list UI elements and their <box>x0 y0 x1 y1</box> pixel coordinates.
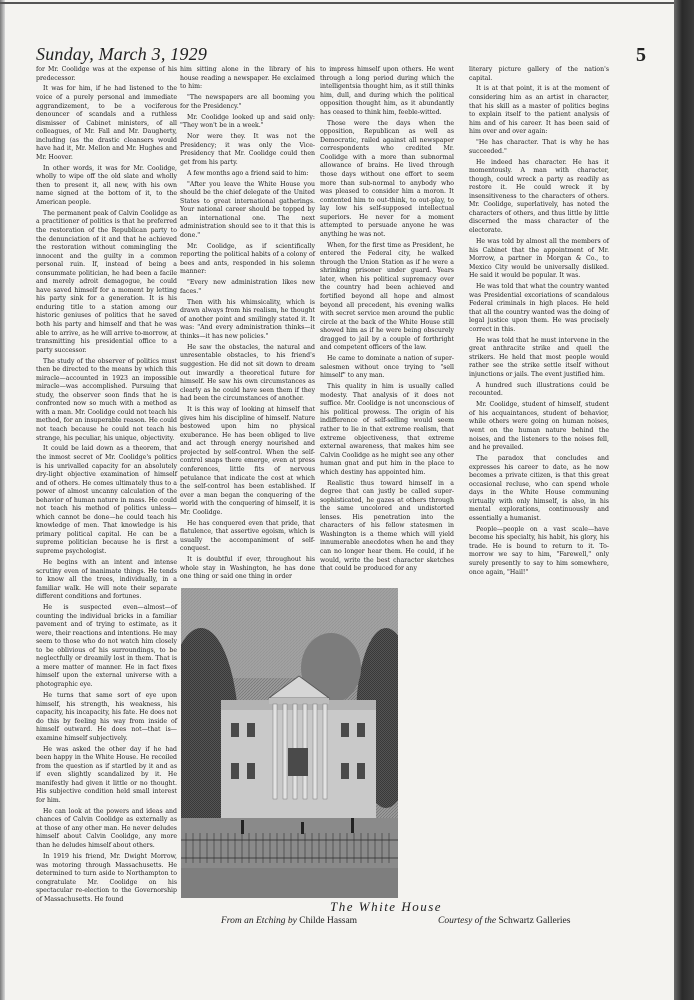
paragraph: In 1919 his friend, Mr. Dwight Morrow, was motoring through Massachusetts. He determined to turn aside to Northampton to congratulate Mr. Coolidge on his spectacular re-election to the Governorship of Massachusetts. He found <box>36 852 177 903</box>
paragraph: When, for the first time as President, he entered the Federal city, he walked through the Union Station as if he were a shrinking prisoner under guard. Years later, when his political supremacy over the country had been achieved and fortified beyond all hope and almost beyond all precedent, his evening walks with secret service men around the public circle at the back of the White House still showed him as if he were being obscurely dragged to jail by a couple of forthright and competent officers of the law. <box>320 241 454 352</box>
page-left-edge <box>0 0 5 1000</box>
paragraph: He came to dominate a nation of super-salesmen without once trying to "sell himself" to any man. <box>320 355 454 380</box>
page-right-edge <box>674 0 694 1000</box>
paragraph: The study of the observer of politics must then be directed to the means by which this miracle—accounted in 1923 an impossible miracle—was accomplished. Pursuing that study, the observer soon finds that he is confronted now so much with a method as with a man. Mr. Coolidge could not teach his method, for an insuperable reason. He could not teach because he could not teach his strange, his peculiar, his unique, objectivity. <box>36 357 177 442</box>
paragraph: Mr. Coolidge looked up and said only: "They won't be in a week." <box>180 113 315 130</box>
illustration-credit-courtesy <box>438 916 570 926</box>
credit-artist-prefix: From an Etching by <box>221 916 297 926</box>
paragraph: "After you leave the White House you should be the chief delegate of the United States to great international gatherings. Your national career should be topped by an international one. The next administration should see to it that this is done." <box>180 180 315 239</box>
etching-drawing <box>181 588 398 898</box>
paragraph: for Mr. Coolidge was at the expense of his predecessor. <box>36 66 177 82</box>
top-rule <box>0 2 674 4</box>
paragraph: "He has character. That is why he has succeeded." <box>469 139 609 155</box>
paragraph: Nor were they. It was not the Presidency; it was only the Vice-Presidency that Mr. Coolidge could then get from his party. <box>180 133 315 166</box>
paragraph: He was told that what the country wanted was Presidential excoriations of scandalous Federal criminals in high places. He held that all the country wanted was the doing of legal justice upon them. He was precisely correct in this. <box>469 283 609 333</box>
paragraph: He indeed has character. He has it momentously. A man with character, though, could wreck a party as readily as restore it. He could wreck it by insensitiveness to the characters of others. Mr. Coolidge, superlatively, has noted the characters of others, and thus little by little discerned the mass character of the electorate. <box>469 158 609 235</box>
white-house-etching <box>181 588 398 898</box>
paragraph: It is doubtful if ever, throughout his whole stay in Washington, he has done one thing or said one thing in order <box>180 556 315 581</box>
page-date: Sunday, March 3, 1929 <box>36 44 208 64</box>
page-number: 5 <box>636 44 646 66</box>
paragraph: Realistic thus toward himself in a degree that can justly be called super-sophisticated, he gazes at others through the same uncolored and undistorted lenses. His penetration into the characters of his fellow statesmen in Washington is a theme which will yield innumerable anecdotes when he and they can no longer hear them. He could, if he would, write the best character sketches that could be produced for any <box>320 479 454 573</box>
credit-artist-name: Childe Hassam <box>299 916 358 926</box>
paragraph: A few months ago a friend said to him: <box>187 169 309 177</box>
paragraph: to impress himself upon others. He went through a long period during which the intelligentsia thought him, as it still thinks him, dull, and during which the political opposition thought him, as it abundantly has ceased to think him, feeble-witted. <box>320 66 454 116</box>
paragraph: It could be laid down as a theorem, that the inmost secret of Mr. Coolidge's politics is his unrivalled capacity for an absolutely dry-light objective examination of himself and of others. He comes ultimately thus to a power of almost uncanny calculation of the behavior of human nature in mass. He could not teach his method of politics unless—which cannot be done—he could teach his knowledge of men. That knowledge is his primary political capital. He can be a supreme politician because he is first a supreme psychologist. <box>36 445 177 556</box>
paragraph: him sitting alone in the library of his house reading a newspaper. He exclaimed to him: <box>180 66 315 91</box>
paragraph: It is this way of looking at himself that gives him his discipline of himself. Nature bestowed upon him no physical exuberance. He has been obliged to live and act through energy nourished and projected by self-control. When the self-control snaps there emerge, even at press conferences, little fits of nervous petulance that indicate the cost at which the self-control has been established. If ever a man began the conquering of the world with the conquering of himself, it is Mr. Coolidge. <box>180 406 315 516</box>
paragraph: "The newspapers are all booming you for the Presidency." <box>180 94 315 110</box>
paragraph: He has conquered even that pride, that flatulence, that assertive egoism, which is usually the accompaniment of self-conquest. <box>180 519 315 553</box>
paragraph: Mr. Coolidge, student of himself, student of his acquaintances, student of behavior, while others were going on human noises, went on the human nature behind the noises, and the listeners to the noises fell, and he prevailed. <box>469 401 609 452</box>
credit-courtesy-name: Schwartz Galleries <box>498 916 571 926</box>
paragraph: Then with his whimsicality, which is drawn always from his realism, he thought of another point and smilingly stated it. It was: "And every administration thinks—it thinks—it has new policies." <box>180 298 315 340</box>
paragraph: Mr. Coolidge, as if scientifically reporting the political habits of a colony of bees and ants, responded in his solemn manner: <box>180 242 315 276</box>
illustration-credit-artist <box>221 916 357 926</box>
paragraph: It is at that point, it is at the moment of considering him as an artist in character, that his skill as a master of politics begins to explain itself to the patient analysis of him and of his career. It has been said of him over and over again: <box>469 85 609 136</box>
paragraph: This quality in him is usually called modesty. That analysis of it does not suffice. Mr. Coolidge is not unconscious of his political prowess. The origin of his indifference of self-selling would seem rather to lie in that extreme realism, that extreme objectiveness, that extreme external awareness, that makes him see Calvin Coolidge as he might see any other human gnat and put him in the place to which destiny has appointed him. <box>320 383 454 476</box>
article-column-4 <box>469 66 609 586</box>
paragraph: Those were the days when the opposition, Republican as well as Democratic, railed against all newspaper correspondents who credited Mr. Coolidge with a more than subnormal allowance of brains. He lived through those days without one effort to seem more than sub-normal to anybody who was pleased to consider him a moron. It contented him to out-think, to out-play, to lay low his self-supposed intellectual superiors. He never for a moment attempted to persuade anyone he was anything he was not. <box>320 119 454 238</box>
paragraph: People—people on a vast scale—have become his specialty, his habit, his glory, his trade. He is bound to return to it. To-morrow we say to him, "Farewell," only surely presently to say to him somewhere, once again, "Hail!" <box>469 525 609 576</box>
credit-courtesy-prefix: Courtesy of the <box>438 916 497 926</box>
article-column-1 <box>36 66 177 946</box>
paragraph: He was told by almost all the members of his Cabinet that the appointment of Mr. Morrow, a partner in Morgan & Co., to Mexico City would be universally disliked. He said it would be popular. It was. <box>469 237 609 280</box>
paragraph: He begins with an intent and intense scrutiny even of inanimate things. He tends to know all the trees, individually, in a familiar walk. He will note their separate different conditions and fortunes. <box>36 558 177 601</box>
paragraph: He was asked the other day if he had been happy in the White House. He recoiled from the question as if startled by it and as if even slightly scandalized by it. He manifestly had given it little or no thought. His subjective condition held small interest for him. <box>36 745 177 804</box>
paragraph: He saw the obstacles, the natural and unresentable obstacles, to his friend's suggestion. He did not sit down to dream out inwardly a theoretical future for himself. He saw his own circumstances as clearly as he could have seen them if they had been the circumstances of another. <box>180 343 315 403</box>
paragraph: He is suspected even—almost—of counting the individual bricks in a familiar pavement and of trying to estimate, as it were, their reactions and intentions. He may seem to those who do not watch him closely to be oblivious of his surroundings, to be neglectfully or dreamily lost in them. That is a mere matter of manner. He in fact fixes himself upon the external universe with a photographic eye. <box>36 604 177 689</box>
paragraph: "Every new administration likes new faces." <box>180 279 315 295</box>
paragraph: He was told that he must intervene in the great anthracite strike and quell the strikers. He held that most people would rather see the strike settle itself without injunctions or jails. The event justified him. <box>469 336 609 378</box>
article-column-3 <box>320 66 454 586</box>
paragraph: The permanent peak of Calvin Coolidge as a practitioner of politics is that he preferred the restoration of the Republican party to the denunciation of it and that he achieved the restoration without commingling the innocent and the guilty in a common personal ruin. If, instead of being a consummate politician, he had been a facile and merely adroit demagogue, he could have saved himself for a moment by letting his party sink for a generation. It is his enduring title to a station among our historic geniuses of politics that he saved both his party and himself and that he was able to arrive, as he will arrive to-morrow, at transmitting his presidential office to a party successor. <box>36 209 177 354</box>
paragraph: It was for him, if he had listened to the voice of a purely personal and immediate aggrandizement, to be a vociferous denouncer of scandals and a ruthless dismisser of Cabinet ministers, of all colleagues, of Mr. Fall and Mr. Daugherty, including (as the drastic cleansers would have had it, Mr. Mellon and Mr. Hughes and Mr. Hoover. <box>36 85 177 161</box>
paragraph: literary picture gallery of the nation's capital. <box>469 66 609 82</box>
paragraph: A hundred such illustrations could be recounted. <box>469 381 609 398</box>
article-column-2 <box>180 66 315 586</box>
paragraph: He can look at the powers and ideas and chances of Calvin Coolidge as externally as at those of any other man. He never deludes himself about Calvin Coolidge, any more than he deludes himself about others. <box>36 807 177 850</box>
illustration-title: The White House <box>330 899 443 914</box>
paragraph: In other words, it was for Mr. Coolidge, wholly to wipe off the old slate and wholly then to present it, all new, with his own name signed at the bottom of it, to the American people. <box>36 164 177 206</box>
paragraph: He turns that same sort of eye upon himself, his strength, his weakness, his capacity, his incapacity, his fate. He does not do this by feeling his way from inside of himself outward. He does not—that is—examine himself subjectively. <box>36 691 177 742</box>
paragraph: The paradox that concludes and expresses his career to date, as he now becomes a private citizen, is that this great occasional recluse, who can spend whole days in the White House communing virtually with only himself, is also, in his mental explorations, continuously and essentially a humanist. <box>469 455 609 522</box>
